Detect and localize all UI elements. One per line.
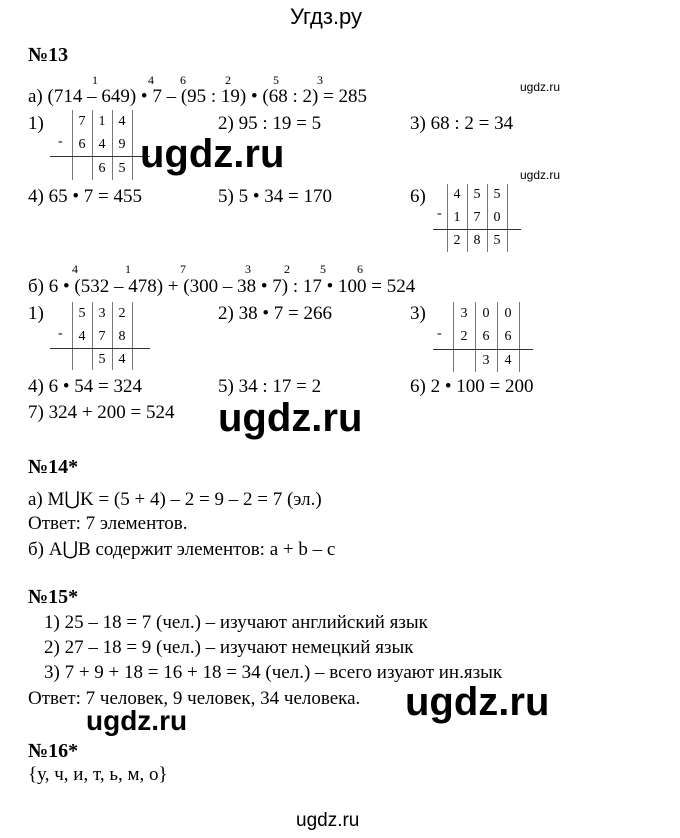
watermark-big: ugdz.ru	[405, 680, 550, 724]
digit: 7	[98, 329, 106, 344]
digit: 3	[98, 306, 106, 321]
column-subtraction-b3	[425, 302, 535, 372]
digit: 4	[504, 353, 512, 368]
minus-sign: -	[437, 206, 442, 221]
digit: 8	[473, 233, 481, 248]
digit: 3	[460, 306, 468, 321]
grid-line	[519, 302, 520, 372]
order-number: 2	[225, 73, 231, 87]
problem-15-heading: №15*	[28, 586, 79, 608]
digit: 1	[98, 114, 106, 129]
column-subtraction-a1	[40, 110, 150, 180]
digit: 5	[493, 187, 501, 202]
digit: 2	[453, 233, 461, 248]
digit: 5	[78, 306, 86, 321]
result-line	[433, 229, 521, 230]
digit	[73, 350, 91, 370]
digit: 6	[482, 329, 490, 344]
order-number: 3	[245, 262, 251, 276]
grid-line	[475, 302, 476, 372]
order-number: 6	[180, 73, 186, 87]
problem-14-answer: Ответ: 7 элементов.	[28, 513, 188, 534]
site-title: Угдз.ру	[290, 4, 363, 29]
problem-14a: а) M⋃K = (5 + 4) – 2 = 9 – 2 = 7 (эл.)	[28, 489, 322, 510]
digit: 4	[118, 114, 126, 129]
order-number: 4	[148, 73, 154, 87]
problem-16-set: {у, ч, и, т, ь, м, о}	[28, 764, 168, 785]
step-3: 3) 68 : 2 = 34	[410, 113, 514, 134]
digit: 9	[118, 137, 126, 152]
digit: 3	[482, 353, 490, 368]
digit: 7	[78, 114, 86, 129]
grid-line	[132, 302, 133, 370]
order-number: 2	[284, 262, 290, 276]
step-4: 4) 6 • 54 = 324	[28, 376, 142, 397]
result-line	[50, 156, 150, 157]
watermark-small: ugdz.ru	[520, 80, 561, 94]
step-2: 2) 38 • 7 = 266	[218, 303, 332, 324]
digit: 0	[493, 210, 501, 225]
digit: 6	[98, 161, 106, 176]
order-number: 3	[317, 73, 323, 87]
digit: 5	[493, 233, 501, 248]
footer-watermark: ugdz.ru	[296, 810, 360, 831]
digit: 5	[118, 161, 126, 176]
grid-line	[507, 184, 508, 252]
step-5: 5) 5 • 34 = 170	[218, 186, 332, 207]
order-number: 4	[72, 262, 78, 276]
problem-13-heading: №13	[28, 44, 69, 66]
problem-15-step3: 3) 7 + 9 + 18 = 16 + 18 = 34 (чел.) – всего изуают ин.язык	[44, 662, 503, 683]
order-number: 6	[357, 262, 363, 276]
digit: 2	[460, 329, 468, 344]
step-label: 6)	[410, 186, 426, 207]
digit: 1	[453, 210, 461, 225]
problem-16-heading: №16*	[28, 740, 79, 762]
digit: 4	[78, 329, 86, 344]
result-line	[50, 348, 150, 349]
column-subtraction-a6	[425, 184, 525, 252]
problem-14b: б) A⋃B содержит элементов: a + b – c	[28, 539, 336, 560]
digit: 8	[118, 329, 126, 344]
step-2: 2) 95 : 19 = 5	[218, 113, 322, 134]
order-number: 1	[125, 262, 131, 276]
step-6: 6) 2 • 100 = 200	[410, 376, 534, 397]
step-label: 1)	[28, 113, 44, 134]
digit: 6	[504, 329, 512, 344]
digit: 4	[453, 187, 461, 202]
step-4: 4) 65 • 7 = 455	[28, 186, 142, 207]
problem-15-step2: 2) 27 – 18 = 9 (чел.) – изучают немецкий язык	[44, 637, 414, 658]
grid-line	[497, 302, 498, 372]
minus-sign: -	[437, 326, 442, 341]
digit: 5	[98, 352, 106, 367]
watermark-mid: ugdz.ru	[86, 705, 188, 736]
order-number: 7	[180, 262, 186, 276]
problem-15-step1: 1) 25 – 18 = 7 (чел.) – изучают английский язык	[44, 612, 428, 633]
problem-15-answer: Ответ: 7 человек, 9 человек, 34 человека.	[28, 688, 361, 709]
order-number: 5	[273, 73, 279, 87]
grid-line	[132, 110, 133, 180]
column-subtraction-b1	[40, 302, 150, 370]
digit: 5	[473, 187, 481, 202]
watermark-big: ugdz.ru	[218, 396, 363, 440]
digit: 0	[482, 306, 490, 321]
problem-13a-expression: а) (714 – 649) • 7 – (95 : 19) • (68 : 2) = 285	[28, 86, 368, 107]
result-line	[433, 349, 533, 350]
step-label: 3)	[410, 303, 426, 324]
step-7: 7) 324 + 200 = 524	[28, 402, 175, 423]
digit: 2	[118, 306, 126, 321]
digit: 4	[118, 352, 126, 367]
problem-13b-expression: б) 6 • (532 – 478) + (300 – 38 • 7) : 17 • 100 = 524	[28, 276, 416, 297]
order-number: 1	[92, 73, 98, 87]
minus-sign: -	[58, 326, 63, 341]
minus-sign: -	[58, 134, 63, 149]
step-5: 5) 34 : 17 = 2	[218, 376, 322, 397]
digit: 7	[473, 210, 481, 225]
digit: 0	[504, 306, 512, 321]
watermark-big: ugdz.ru	[140, 132, 285, 176]
order-number: 5	[320, 262, 326, 276]
digit: 4	[98, 137, 106, 152]
digit	[73, 159, 91, 179]
problem-14-heading: №14*	[28, 456, 79, 478]
step-label: 1)	[28, 303, 44, 324]
watermark-small: ugdz.ru	[520, 168, 561, 182]
digit: 6	[78, 137, 86, 152]
grid-line	[453, 302, 454, 372]
digit	[455, 351, 473, 371]
